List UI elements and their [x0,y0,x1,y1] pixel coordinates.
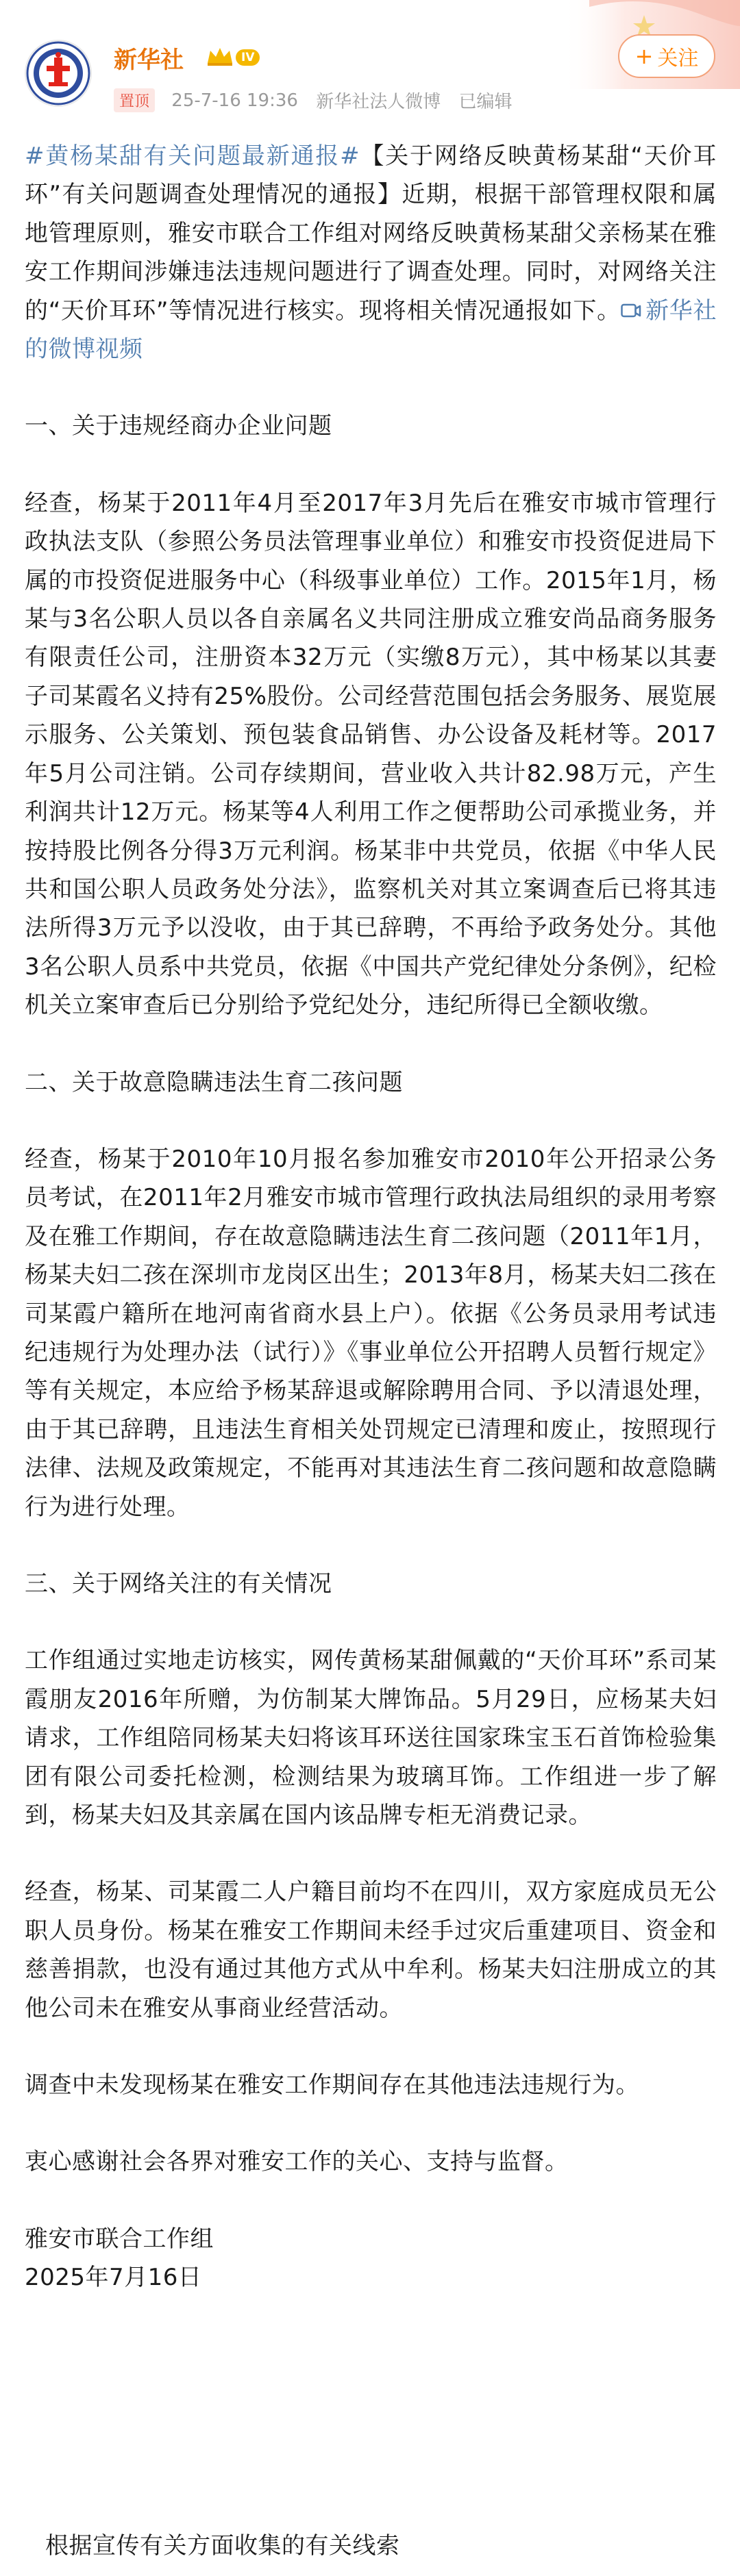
section3-title: 三、关于网络关注的有关情况 [25,1570,332,1598]
section2-title: 二、关于故意隐瞒违法生育二孩问题 [25,1068,403,1096]
cut-off-text: 根据宣传有关方面收集的有关线索 [45,2532,400,2560]
username[interactable]: 新华社 [114,47,184,74]
pinned-tag: 置顶 [114,88,155,112]
hashtag-link[interactable]: #黄杨某甜有关问题最新通报# [25,142,360,170]
post-source[interactable]: 新华社法人微博 [316,92,441,112]
level-badge: IV [236,49,260,66]
avatar[interactable] [25,40,92,107]
intro-text: 【关于网络反映黄杨某甜“天价耳环”有关问题调查处理情况的通报】近期，根据干部管理权限和属地管理原则，雅安市联合工作组对网络反映黄杨某甜父亲杨某在雅安工作期间涉嫌违法违规问题进行了调查处理。同时，对网络关注的“天价耳环”等情况进行核实。现将相关情况通报如下。 [25,142,717,325]
xinhua-logo-icon [26,41,90,105]
follow-button[interactable] [618,34,715,78]
video-link-label: 新华社的微博视频 [25,296,717,364]
section3-body-2: 经查，杨某、司某霞二人户籍目前均不在四川，双方家庭成员无公职人员身份。杨某在雅安工作期间未经手过灾后重建项目、资金和慈善捐款，也没有通过其他方式从中牟利。杨某夫妇注册成立的其他公司未在雅安从事商业经营活动。 [25,1878,717,2022]
section1-title: 一、关于违规经商办企业问题 [25,412,332,440]
signature-date: 2025年7月16日 [25,2264,202,2292]
conclusion: 调查中未发现杨某在雅安工作期间存在其他违法违规行为。 [25,2071,639,2099]
plus-icon: + [634,43,654,69]
edited-label[interactable]: 已编辑 [458,92,513,112]
section1-body: 经查，杨某于2011年4月至2017年3月先后在雅安市城市管理行政执法支队（参照公务员法管理事业单位）和雅安市投资促进局下属的市投资促进服务中心（科级事业单位）工作。2015年1月，杨某与3名公职人员以各自亲属名义共同注册成立雅安尚品商务服务有限责任公司，注册资本32万元（实缴8万元），其中杨某以其妻子司某霞名义持有25%股份。公司经营范围包括会务服务、展览展示服务、公关策划、预包装食品销售、办公设备及耗材等。2017年5月公司注销。公司存续期间，营业收入共计82.98万元，产生利润共计12万元。杨某等4人利用工作之便帮助公司承揽业务，并按持股比例各分得3万元利润。杨某非中共党员，依据《中华人民共和国公职人员政务处分法》，监察机关对其立案调查后已将其违法所得3万元予以没收，由于其已辞聘，不再给予政务处分。其他3名公职人员系中共党员，依据《中国共产党纪律处分条例》，纪检机关立案审查后已分别给予党纪处分，违纪所得已全额收缴。 [25,489,717,1020]
follow-label: 关注 [657,47,699,71]
post-intro [25,137,717,368]
post-content [25,137,717,2297]
signature-org: 雅安市联合工作组 [25,2225,214,2253]
section3-body-1: 工作组通过实地走访核实，网传黄杨某甜佩戴的“天价耳环”系司某霞朋友2016年所赠，为仿制某大牌饰品。5月29日，应杨某夫妇请求，工作组陪同杨某夫妇将该耳环送往国家珠宝玉石首饰检验集团有限公司委托检测，检测结果为玻璃耳饰。工作组进一步了解到，杨某夫妇及其亲属在国内该品牌专柜无消费记录。 [25,1647,717,1830]
section2-body: 经查，杨某于2010年10月报名参加雅安市2010年公开招录公务员考试，在2011年2月雅安市城市管理行政执法局组织的录用考察及在雅工作期间，存在故意隐瞒违法生育二孩问题（2011年1月，杨某夫妇二孩在深圳市龙岗区出生；2013年8月，杨某夫妇二孩在司某霞户籍所在地河南省商水县上户）。依据《公务员录用考试违纪违规行为处理办法（试行）》《事业单位公开招聘人员暂行规定》等有关规定，本应给予杨某辞退或解除聘用合同、予以清退处理，由于其已辞聘，且违法生育相关处罚规定已清理和废止，按照现行法律、法规及政策规定，不能再对其违法生育二孩问题和故意隐瞒行为进行处理。 [25,1145,717,1521]
cut-off-line [45,2532,730,2564]
thanks: 衷心感谢社会各界对雅安工作的关心、支持与监督。 [25,2148,569,2176]
post-meta [114,88,525,113]
post-header [0,0,740,130]
crown-badge-icon [206,45,234,67]
post-time: 25-7-16 19:36 [171,90,298,111]
video-icon [621,302,641,320]
